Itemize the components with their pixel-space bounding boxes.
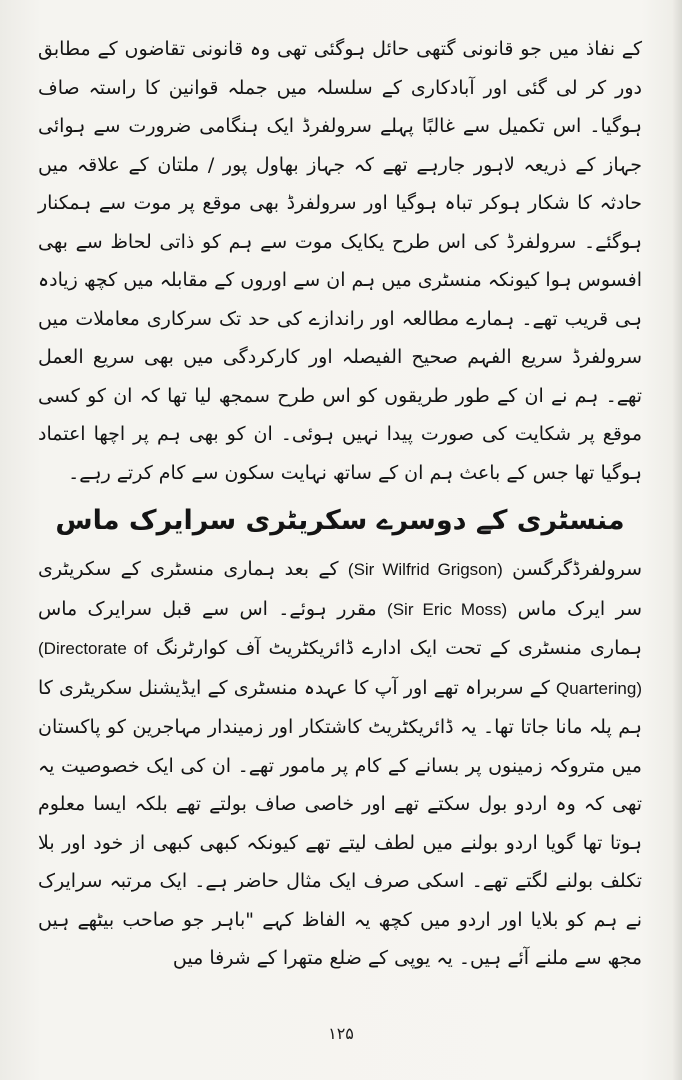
page-content <box>38 30 642 978</box>
paragraph-sir-eric-moss <box>38 550 642 978</box>
page-spine-shadow <box>672 0 682 1080</box>
p2-text-2: کے بعد ہماری منسٹری کے سکریٹری سر ایرک ماس <box>38 558 642 620</box>
english-name-wilfrid-grigson: (Sir Wilfrid Grigson) <box>347 560 503 579</box>
english-name-eric-moss: (Sir Eric Moss) <box>387 599 508 619</box>
p2-text-4: کے سربراہ تھے اور آپ کا عہدہ منسٹری کے ایڈیشنل سکریٹری کا ہم پلہ مانا جاتا تھا۔ یہ ڈائریکٹریٹ کاشتکار اور زمیندار مہاجرین کو پاکستان میں متروکہ زمینوں پر بسانے کے کام پر مامور تھے۔ ان کی ایک خصوصیت یہ تھی کہ وہ اردو بول سکتے تھے اور خاصی صاف بولتے تھے بلکہ ایسا معلوم ہوتا تھا گویا اردو بولنے میں لطف لیتے تھے کیونکہ کبھی کبھی از خود اور بلا تکلف بولنے لگتے تھے۔ اسکی صرف ایک مثال حاضر ہے۔ ایک مرتبہ سرایرک نے ہم کو بلایا اور اردو میں کچھ یہ الفاظ کہے "باہر جو صاحب بیٹھے ہیں مجھ سے ملنے آئے ہیں۔ یہ یوپی کے ضلع متھرا کے شرفا میں <box>38 676 642 969</box>
section-heading: منسٹری کے دوسرے سکریٹری سرایرک ماس <box>55 505 625 536</box>
page-number: ۱۲۵ <box>328 1024 354 1043</box>
p2-text-3: مقرر ہوئے۔ اس سے قبل سرایرک ماس ہماری منسٹری کے تحت ایک ادارے ڈائریکٹریٹ آف کوارٹرنگ <box>38 597 642 659</box>
p2-text-1: سرولفرڈگرگسن <box>502 558 642 580</box>
paragraph-sir-wilfrid-death: کے نفاذ میں جو قانونی گتھی حائل ہوگئی تھی وہ قانونی تقاضوں کے مطابق دور کر لی گئی اور آبادکاری کے سلسلہ میں جملہ قوانین کا راستہ صاف ہوگیا۔ اس تکمیل سے غالبًا پہلے سرولفرڈ ایک ہنگامی ضرورت سے ہوائی جہاز کے ذریعہ لاہور جارہے تھے کہ جہاز بھاول پور / ملتان کے علاقہ میں حادثہ کا شکار ہوکر تباہ ہوگیا اور سرولفرڈ بھی موقع پر موت سے ہمکنار ہوگئے۔ سرولفرڈ کی اس طرح یکایک موت سے ہم کو ذاتی لحاظ سے بھی افسوس ہوا کیونکہ منسٹری میں ہم ان سے اوروں کے مقابلہ میں کچھ زیادہ ہی قریب تھے۔ ہمارے مطالعہ اور راندازے کی حد تک سرکاری معاملات میں سرولفرڈ سریع الفہم صحیح الفیصلہ اور کارکردگی میں بھی سریع العمل تھے۔ ہم نے ان کے طور طریقوں کو اس طرح سمجھ لیا تھا کہ ان کو کسی موقع پر شکایت کی صورت پیدا نہیں ہوئی۔ ان کو بھی ہم پر اچھا اعتماد ہوگیا تھا جس کے باعث ہم ان کے ساتھ نہایت سکون سے کام کرتے رہے۔ <box>38 38 642 484</box>
english-name-directorate-of-quartering: (Directorate of Quartering) <box>38 639 642 698</box>
